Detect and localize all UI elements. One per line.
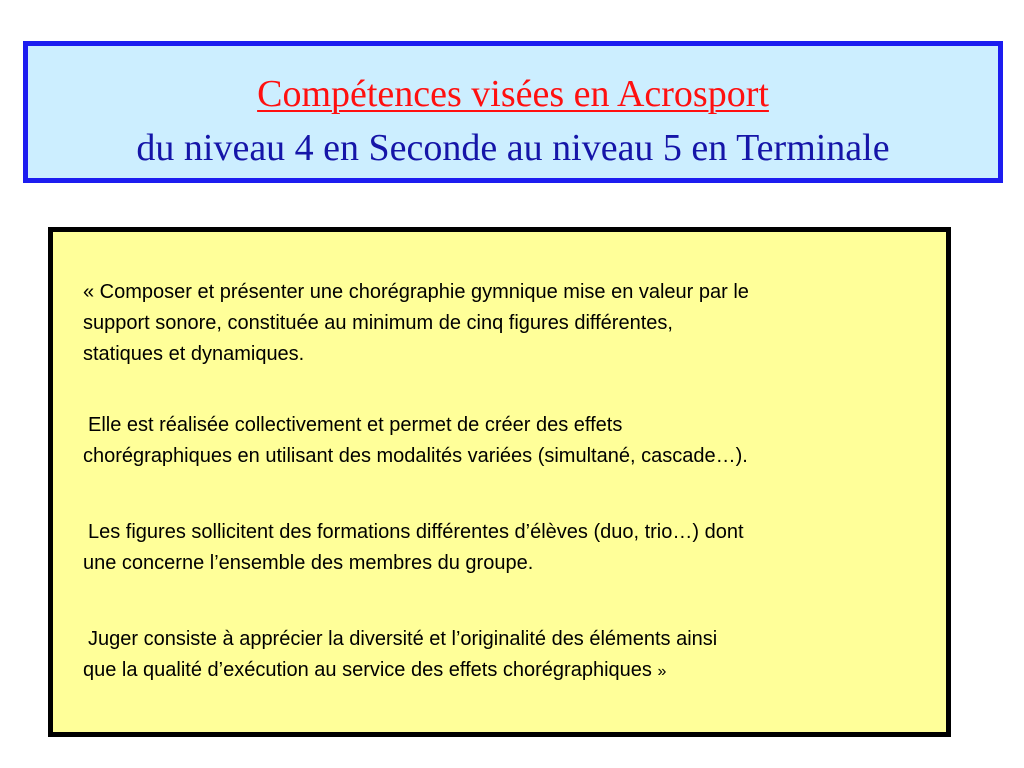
text-line: chorégraphiques en utilisant des modalités variées (simultané, cascade…). [83,445,748,467]
paragraph-collective [83,410,943,472]
paragraph-figures [83,517,943,579]
text-line: support sonore, constituée au minimum de cinq figures différentes, [83,312,673,334]
text-line: Juger consiste à apprécier la diversité et l’originalité des éléments ainsi [88,628,718,650]
text-line [83,655,943,687]
paragraph-juger [83,624,943,687]
slide-subtitle: du niveau 4 en Seconde au niveau 5 en Terminale [136,127,890,169]
text-line: « Composer et présenter une chorégraphie gymnique mise en valeur par le [83,281,749,303]
closing-quote: » [657,663,667,680]
paragraph-competence [83,277,943,370]
content-box [48,227,951,737]
text-line: Elle est réalisée collectivement et permet de créer des effets [88,414,623,436]
text-line: une concerne l’ensemble des membres du groupe. [83,552,534,574]
text-line-content: que la qualité d’exécution au service des effets chorégraphiques [83,659,652,681]
text-line: statiques et dynamiques. [83,343,305,365]
slide-title: Compétences visées en Acrosport [257,73,769,115]
title-box [23,41,1003,183]
text-line: Les figures sollicitent des formations différentes d’élèves (duo, trio…) dont [88,521,744,543]
